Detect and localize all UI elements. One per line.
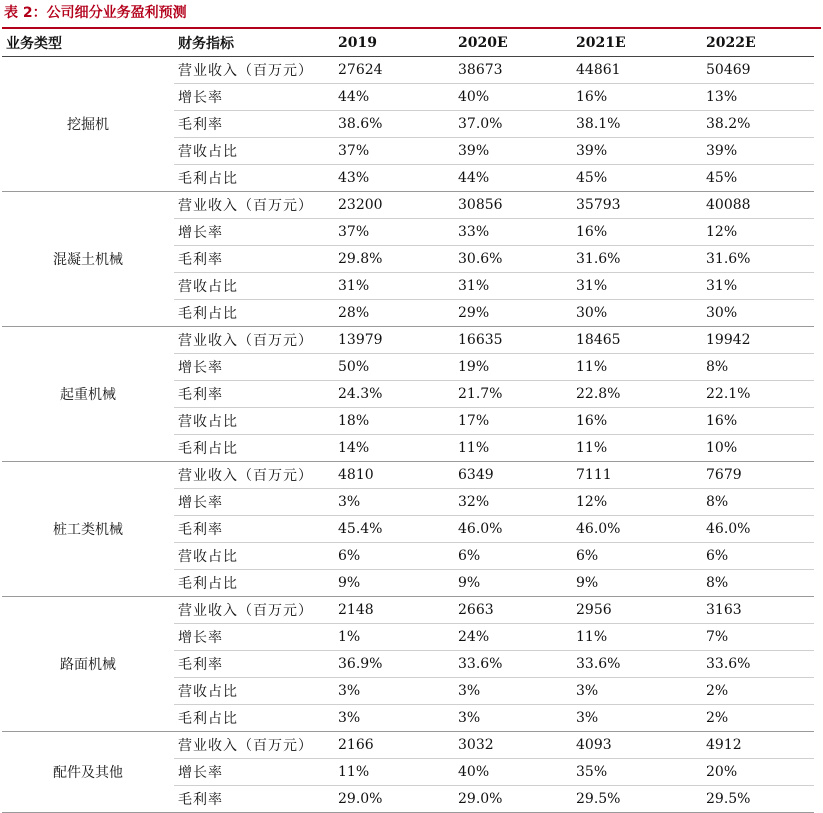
value-cell: 3032 [454,732,572,759]
value-cell: 11% [334,759,454,786]
header-2021e: 2021E [572,29,702,57]
value-cell: 37% [334,138,454,165]
value-cell: 30.6% [454,246,572,273]
segment-cell: 挖掘机 [2,57,174,192]
value-cell: 31% [572,273,702,300]
metric-cell: 毛利率 [174,246,334,273]
metric-cell: 营业收入（百万元） [174,57,334,84]
metric-cell: 营收占比 [174,678,334,705]
value-cell: 8% [702,489,814,516]
value-cell: 18465 [572,327,702,354]
value-cell: 30% [572,300,702,327]
value-cell: 14% [334,435,454,462]
value-cell: 2956 [572,597,702,624]
metric-cell: 毛利占比 [174,435,334,462]
value-cell: 33% [454,219,572,246]
value-cell: 17% [454,408,572,435]
metric-cell: 毛利占比 [174,300,334,327]
table-caption: 表 2：公司细分业务盈利预测 [4,5,187,21]
value-cell: 10% [702,435,814,462]
table-body [2,57,814,813]
value-cell: 2663 [454,597,572,624]
metric-cell: 增长率 [174,84,334,111]
metric-cell: 营业收入（百万元） [174,462,334,489]
metric-cell: 营收占比 [174,138,334,165]
segment-forecast-table [2,29,814,813]
value-cell: 38.6% [334,111,454,138]
header-row [2,29,814,57]
value-cell: 22.8% [572,381,702,408]
metric-cell: 增长率 [174,219,334,246]
value-cell: 12% [702,219,814,246]
value-cell: 7% [702,624,814,651]
metric-cell: 毛利率 [174,381,334,408]
segment-cell: 起重机械 [2,327,174,462]
metric-cell: 营收占比 [174,273,334,300]
header-segment: 业务类型 [2,29,174,57]
value-cell: 45% [572,165,702,192]
value-cell: 30% [702,300,814,327]
value-cell: 11% [572,435,702,462]
value-cell: 19942 [702,327,814,354]
header-2022e: 2022E [702,29,814,57]
value-cell: 6% [334,543,454,570]
segment-cell: 配件及其他 [2,732,174,813]
value-cell: 13% [702,84,814,111]
metric-cell: 营业收入（百万元） [174,597,334,624]
value-cell: 39% [572,138,702,165]
value-cell: 50% [334,354,454,381]
value-cell: 7111 [572,462,702,489]
value-cell: 33.6% [454,651,572,678]
value-cell: 39% [702,138,814,165]
value-cell: 29.5% [572,786,702,813]
value-cell: 46.0% [454,516,572,543]
metric-cell: 增长率 [174,489,334,516]
value-cell: 27624 [334,57,454,84]
value-cell: 46.0% [702,516,814,543]
metric-cell: 营业收入（百万元） [174,732,334,759]
value-cell: 2166 [334,732,454,759]
value-cell: 39% [454,138,572,165]
value-cell: 22.1% [702,381,814,408]
value-cell: 46.0% [572,516,702,543]
value-cell: 31% [702,273,814,300]
header-2020e: 2020E [454,29,572,57]
value-cell: 3% [572,678,702,705]
value-cell: 29.0% [454,786,572,813]
header-2019: 2019 [334,29,454,57]
table-row [2,597,814,624]
value-cell: 1% [334,624,454,651]
value-cell: 13979 [334,327,454,354]
metric-cell: 毛利率 [174,111,334,138]
value-cell: 31% [454,273,572,300]
value-cell: 4912 [702,732,814,759]
metric-cell: 毛利率 [174,651,334,678]
value-cell: 35793 [572,192,702,219]
value-cell: 6% [454,543,572,570]
metric-cell: 增长率 [174,354,334,381]
metric-cell: 毛利占比 [174,705,334,732]
metric-cell: 毛利率 [174,516,334,543]
metric-cell: 毛利率 [174,786,334,813]
value-cell: 44% [334,84,454,111]
value-cell: 21.7% [454,381,572,408]
value-cell: 37.0% [454,111,572,138]
value-cell: 38.1% [572,111,702,138]
value-cell: 24.3% [334,381,454,408]
segment-cell: 混凝土机械 [2,192,174,327]
value-cell: 9% [454,570,572,597]
value-cell: 44861 [572,57,702,84]
value-cell: 4810 [334,462,454,489]
value-cell: 29.0% [334,786,454,813]
value-cell: 29% [454,300,572,327]
value-cell: 2% [702,705,814,732]
value-cell: 3% [454,678,572,705]
value-cell: 7679 [702,462,814,489]
value-cell: 37% [334,219,454,246]
value-cell: 31.6% [572,246,702,273]
value-cell: 3163 [702,597,814,624]
value-cell: 36.9% [334,651,454,678]
value-cell: 16% [572,84,702,111]
value-cell: 12% [572,489,702,516]
value-cell: 18% [334,408,454,435]
value-cell: 11% [572,354,702,381]
value-cell: 3% [334,489,454,516]
value-cell: 23200 [334,192,454,219]
value-cell: 11% [454,435,572,462]
value-cell: 35% [572,759,702,786]
value-cell: 33.6% [702,651,814,678]
metric-cell: 营业收入（百万元） [174,192,334,219]
value-cell: 16% [702,408,814,435]
value-cell: 28% [334,300,454,327]
value-cell: 9% [572,570,702,597]
segment-cell: 路面机械 [2,597,174,732]
table-row [2,732,814,759]
value-cell: 3% [572,705,702,732]
value-cell: 45% [702,165,814,192]
value-cell: 33.6% [572,651,702,678]
value-cell: 43% [334,165,454,192]
value-cell: 6% [702,543,814,570]
value-cell: 50469 [702,57,814,84]
value-cell: 3% [334,678,454,705]
value-cell: 40% [454,759,572,786]
value-cell: 31.6% [702,246,814,273]
metric-cell: 增长率 [174,624,334,651]
value-cell: 3% [454,705,572,732]
header-metric: 财务指标 [174,29,334,57]
metric-cell: 营收占比 [174,408,334,435]
value-cell: 40% [454,84,572,111]
value-cell: 16% [572,219,702,246]
value-cell: 29.5% [702,786,814,813]
segment-cell: 桩工类机械 [2,462,174,597]
value-cell: 8% [702,570,814,597]
metric-cell: 营收占比 [174,543,334,570]
table-row [2,192,814,219]
metric-cell: 营业收入（百万元） [174,327,334,354]
table-row [2,327,814,354]
value-cell: 2148 [334,597,454,624]
value-cell: 24% [454,624,572,651]
value-cell: 20% [702,759,814,786]
value-cell: 45.4% [334,516,454,543]
metric-cell: 增长率 [174,759,334,786]
value-cell: 38.2% [702,111,814,138]
value-cell: 19% [454,354,572,381]
value-cell: 8% [702,354,814,381]
metric-cell: 毛利占比 [174,570,334,597]
value-cell: 2% [702,678,814,705]
table-row [2,462,814,489]
value-cell: 9% [334,570,454,597]
value-cell: 29.8% [334,246,454,273]
value-cell: 6% [572,543,702,570]
value-cell: 38673 [454,57,572,84]
value-cell: 16% [572,408,702,435]
value-cell: 11% [572,624,702,651]
value-cell: 44% [454,165,572,192]
value-cell: 3% [334,705,454,732]
table-row [2,57,814,84]
value-cell: 30856 [454,192,572,219]
value-cell: 40088 [702,192,814,219]
value-cell: 32% [454,489,572,516]
value-cell: 6349 [454,462,572,489]
metric-cell: 毛利占比 [174,165,334,192]
value-cell: 4093 [572,732,702,759]
value-cell: 31% [334,273,454,300]
value-cell: 16635 [454,327,572,354]
